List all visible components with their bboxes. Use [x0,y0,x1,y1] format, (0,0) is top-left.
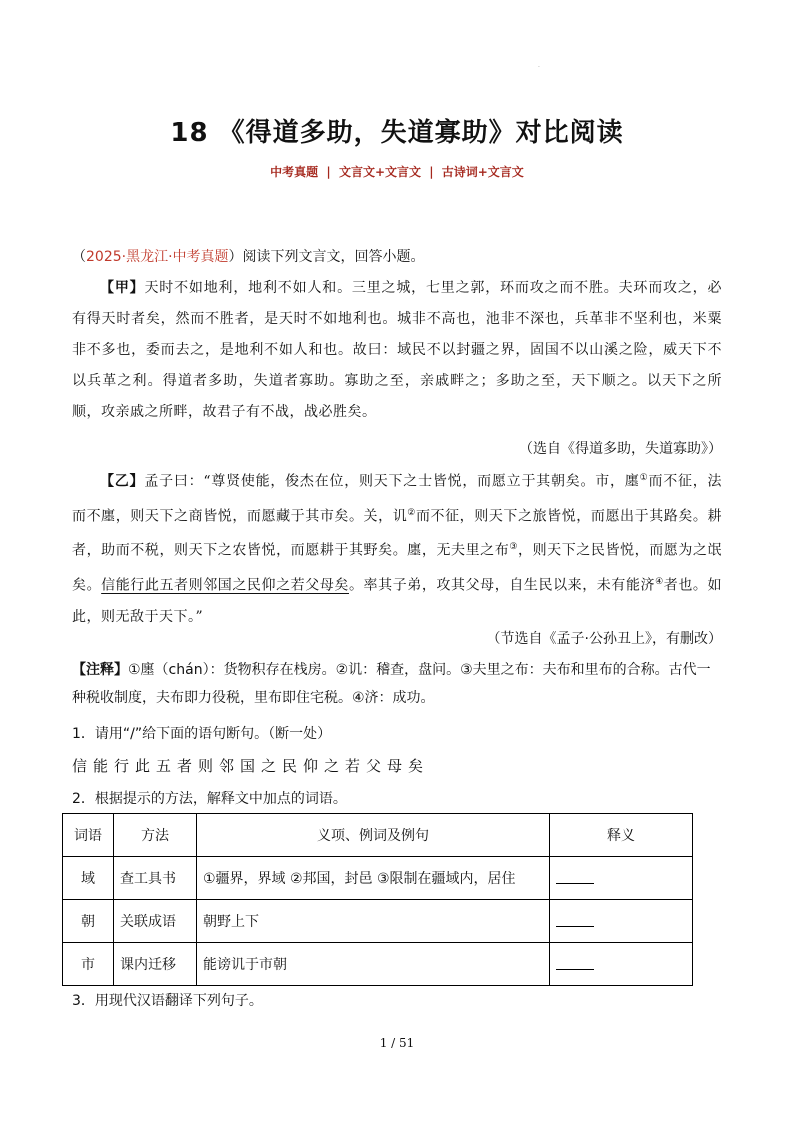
footnote-ref: ① [639,473,649,483]
passage-jia [72,273,722,428]
passage-yi: 【乙】孟子曰：“尊贤使能，俊杰在位，则天下之士皆悦，而愿立于其朝矣。市，廛①而不征，法而不廛，则天下之商皆悦，而愿藏于其市矣。关，讥②而不征，则天下之旅皆悦，而愿出于其路矣。耕者，助而不税，则天下之农皆悦，而愿耕于其野矣。廛，无夫里之布③，则天下之民皆悦，而愿为之氓矣。信能行此五者则邻国之民仰之若父母矣。率其子弟，攻其父母，自生民以来，未有能济④者也。如此，则无敌于天下。” [72,473,723,625]
cell-word: 朝 [63,900,114,943]
tag-zhongkao: 中考真题 [270,165,319,179]
header-word: 词语 [63,814,114,857]
table-header-row [63,814,693,857]
cell-example: 朝野上下 [197,900,550,943]
source-tag: 2025·黑龙江·中考真题 [86,249,229,265]
cell-example: 能谤讥于市朝 [197,943,550,986]
footnote-ref: ④ [655,576,664,587]
cell-method: 关联成语 [114,900,197,943]
cell-answer[interactable] [550,943,693,986]
page-number: 1 / 51 [379,1036,415,1050]
cell-method: 课内迁移 [114,943,197,986]
header-meaning: 释义 [550,814,693,857]
header-method: 方法 [114,814,197,857]
tag-line [0,163,794,180]
passage-yi-label: 【乙】 [100,473,145,490]
question-2-prompt: 2．根据提示的方法，解释文中加点的词语。 [72,791,347,807]
answer-blank[interactable] [556,955,594,970]
tag-poem-wyw: 古诗词+文言文 [441,165,524,179]
table-row [63,857,693,900]
table-row [63,900,693,943]
top-dot: · [538,64,540,71]
answer-blank[interactable] [556,869,594,884]
cell-word: 域 [63,857,114,900]
question-1-prompt: 1．请用“/”给下面的语句断句。（断一处） [72,726,332,742]
question-source: （2025·黑龙江·中考真题）阅读下列文言文，回答小题。 [72,249,425,265]
cell-answer[interactable] [550,857,693,900]
header-example: 义项、例词及例句 [197,814,550,857]
footnote-ref: ② [407,507,416,518]
question-3-prompt: 3．用现代汉语翻译下列句子。 [72,993,263,1009]
passage-jia-label: 【甲】 [100,280,145,296]
answer-blank[interactable] [556,912,594,927]
annotation-text: ①廛（chán）：货物积存在栈房。②讥：稽查，盘问。③夫里之布：夫布和里布的合称。古代一种税收制度，夫布即力役税，里布即住宅税。④济：成功。 [72,662,711,706]
table-row [63,943,693,986]
passage-jia-cite: （选自《得道多助，失道寡助》） [519,441,722,457]
vocab-table [62,813,693,986]
cell-word: 市 [63,943,114,986]
question-1-sentence: 信能行此五者则邻国之民仰之若父母矣 [72,757,430,775]
annotation [72,656,722,712]
tag-wyw-wyw: 文言文+文言文 [338,165,421,179]
underlined-sentence: 信能行此五者则邻国之民仰之若父母矣 [101,577,349,594]
cell-answer[interactable] [550,900,693,943]
annotation-label: 【注释】 [72,662,128,678]
passage-yi-cite: （节选自《孟子·公孙丑上》，有删改） [486,631,722,647]
tag-separator: | [326,165,331,179]
passage-jia-text: 天时不如地利，地利不如人和。三里之城，七里之郭，环而攻之而不胜。夫环而攻之，必有得天时者矣，然而不胜者，是天时不如地利也。城非不高也，池非不深也，兵革非不坚利也，米粟非不多也，委而去之，是地利不如人和也。故曰：域民不以封疆之界，固国不以山溪之险，威天下不以兵革之利。得道者多助，失道者寡助。寡助之至，亲戚畔之；多助之至，天下顺之。以天下之所顺，攻亲戚之所畔，故君子有不战，战必胜矣。 [72,280,722,420]
tag-separator: | [429,165,434,179]
cell-example: ①疆界，界域 ②邦国，封邑 ③限制在疆域内，居住 [197,857,550,900]
page-title: 18 《得道多助，失道寡助》对比阅读 [170,118,624,148]
footnote-ref: ③ [509,542,518,553]
cell-method: 查工具书 [114,857,197,900]
